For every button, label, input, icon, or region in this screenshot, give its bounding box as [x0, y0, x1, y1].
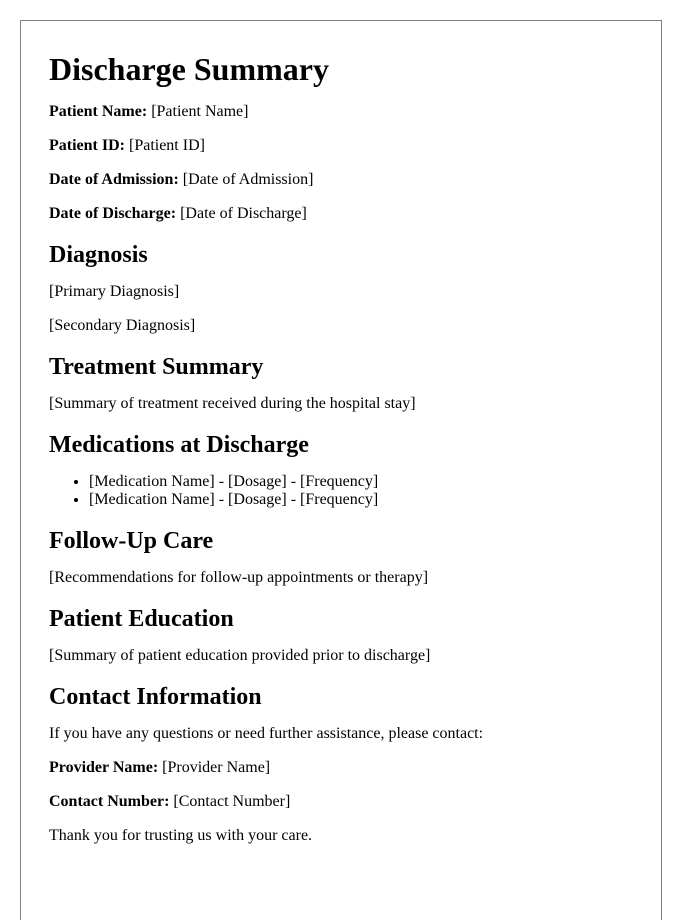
discharge-date-label: Date of Discharge:: [49, 205, 177, 222]
admission-date-value: [Date of Admission]: [178, 171, 314, 188]
contact-intro: If you have any questions or need further assistance, please contact:: [49, 725, 484, 742]
medications-list: [49, 473, 633, 509]
medication-item: • [Medication Name] - [Dosage] - [Frequency]: [89, 491, 633, 509]
contact-number-label: Contact Number:: [49, 793, 170, 810]
contact-number-value: [Contact Number]: [169, 793, 291, 810]
patient-id-value: [Patient ID]: [124, 137, 205, 154]
provider-name-field: [49, 759, 633, 777]
admission-date-label: Date of Admission:: [49, 171, 179, 188]
patient-name-value: [Patient Name]: [147, 103, 249, 120]
closing-note: Thank you for trusting us with your care.: [49, 827, 313, 844]
education-text: [Summary of patient education provided prior to discharge]: [49, 647, 431, 664]
secondary-diagnosis: [Secondary Diagnosis]: [49, 317, 196, 334]
discharge-summary-document: [20, 20, 662, 920]
contact-number-field: [49, 793, 633, 811]
education-heading: Patient Education: [49, 606, 234, 632]
provider-name-label: Provider Name:: [49, 759, 159, 776]
discharge-date-field: [49, 205, 633, 223]
follow-up-text: [Recommendations for follow-up appointments or therapy]: [49, 569, 429, 586]
patient-name-field: [49, 103, 633, 121]
treatment-heading: Treatment Summary: [49, 354, 264, 380]
primary-diagnosis: [Primary Diagnosis]: [49, 283, 180, 300]
treatment-summary-text: [Summary of treatment received during the hospital stay]: [49, 395, 416, 412]
contact-heading: Contact Information: [49, 684, 262, 710]
medications-heading: Medications at Discharge: [49, 432, 309, 458]
patient-id-label: Patient ID:: [49, 137, 125, 154]
provider-name-value: [Provider Name]: [158, 759, 271, 776]
medication-item: • [Medication Name] - [Dosage] - [Frequency]: [89, 473, 633, 491]
diagnosis-heading: Diagnosis: [49, 242, 148, 268]
follow-up-heading: Follow-Up Care: [49, 528, 214, 554]
patient-id-field: [49, 137, 633, 155]
document-title: Discharge Summary: [49, 51, 329, 87]
discharge-date-value: [Date of Discharge]: [176, 205, 307, 222]
patient-name-label: Patient Name:: [49, 103, 148, 120]
admission-date-field: [49, 171, 633, 189]
